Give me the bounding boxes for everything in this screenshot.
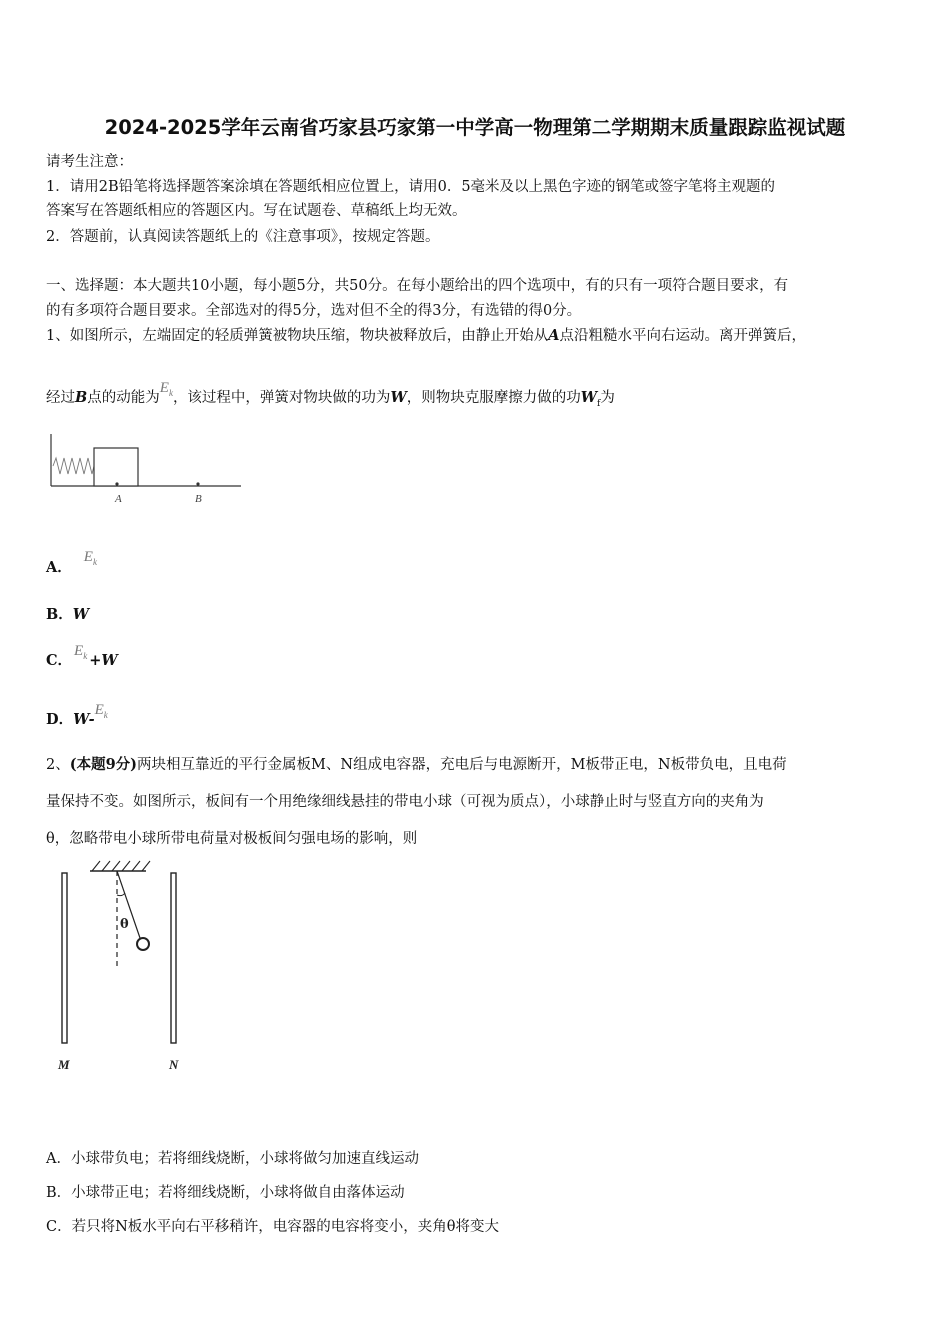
label-theta: θ [120,917,129,932]
q1-work-w: W [390,389,407,406]
ek-subscript: k [103,710,108,720]
option-label: D． [46,711,74,728]
option-label: C． [46,652,73,669]
wf-subscript: f [597,398,601,409]
notice-item-1b: 答案写在答题纸相应的答题区内。写在试题卷、草稿纸上均无效。 [46,203,467,219]
point-b-marker [196,482,199,485]
q2-text: 2、 [46,757,70,773]
charged-ball [137,938,149,950]
q2-text: 两块相互靠近的平行金属板M、N组成电容器，充电后与电源断开，M板带正电，N板带负电，且电荷 [137,757,787,773]
q1-text: 1、如图所示，左端固定的轻质弹簧被物块压缩，物块被释放后，由静止开始从 [46,328,549,344]
q1-stem-line-1 [46,326,806,346]
q1-text: 经过 [46,390,75,406]
label-m: M [58,1057,70,1072]
q1-point-b: B [75,389,88,406]
ek-letter: E [83,549,93,565]
point-a-marker [115,482,118,485]
q2-option-a[interactable]: A．小球带负电；若将细线烧断，小球将做匀加速直线运动 [46,1151,419,1167]
option-text: W [72,606,90,623]
option-label: B． [46,606,73,623]
q1-option-a-ek [84,549,97,567]
label-n: N [169,1057,179,1072]
q1-text: ，则物块克服摩擦力做的功 [406,390,581,406]
q2-stem-line-2: 量保持不变。如图所示，板间有一个用绝缘细线悬挂的带电小球（可视为质点），小球静止时与竖直方向的夹角为 [46,794,764,810]
q1-text: 为 [600,390,615,406]
section-intro-line-1: 一、选择题：本大题共10小题，每小题5分，共50分。在每小题给出的四个选项中，有的只有一项符合题目要求，有 [46,278,789,294]
q1-option-c[interactable] [46,643,118,671]
plate-m [62,873,67,1043]
option-text: W- [73,711,95,728]
ek-subscript: k [92,557,97,567]
q1-option-c-ek [74,643,87,661]
label-a: A [115,493,122,505]
q1-text: ，该过程中，弹簧对物块做的功为 [172,390,391,406]
ek-letter: E [74,643,84,659]
plate-n [171,873,176,1043]
option-label: A． [46,559,72,576]
angle-arc [117,893,125,896]
spring [53,458,94,474]
q2-stem-line-3: θ，忽略带电小球所带电荷量对极板间匀强电场的影响，则 [46,831,418,847]
q1-point-a: A [548,327,560,344]
q1-text: 点的动能为 [87,390,160,406]
label-b: B [195,493,202,505]
page-title: 2024-2025学年云南省巧家县巧家第一中学高一物理第二学期期末质量跟踪监视试题 [104,116,846,139]
q1-option-d[interactable] [46,702,108,730]
notice-heading: 请考生注意： [46,154,133,170]
ceiling-hatching [92,861,150,871]
ek-letter: E [159,380,169,396]
ek-letter: E [94,702,104,718]
block [94,448,138,486]
ek-subscript: k [83,651,88,661]
q2-option-b[interactable]: B．小球带正电；若将细线烧断，小球将做自由落体运动 [46,1185,405,1201]
ek-subscript: k [168,388,173,398]
section-intro-line-2: 的有多项符合题目要求。全部选对的得5分，选对但不全的得3分，有选错的得0分。 [46,303,582,319]
q2-option-c[interactable]: C．若只将N板水平向右平移稍许，电容器的电容将变小，夹角θ将变大 [46,1219,500,1235]
q1-text: 点沿粗糙水平向右运动。离开弹簧后， [559,328,806,344]
q2-score: (本题9分) [69,756,138,773]
q1-ek-symbol [160,378,173,403]
q1-work-wf: W [580,389,598,406]
q2-stem-line-1 [46,755,787,775]
q1-option-d-ek [95,702,108,720]
q1-option-a[interactable] [46,549,97,578]
q1-option-b[interactable] [46,603,89,624]
q1-stem-line-2 [46,380,615,414]
q1-figure-spring-block [44,428,249,510]
option-text: +W [89,652,118,669]
q2-figure-capacitor [50,855,190,1080]
notice-item-2: 2．答题前，认真阅读答题纸上的《注意事项》，按规定答题。 [46,229,440,245]
notice-item-1a: 1．请用2B铅笔将选择题答案涂填在答题纸相应位置上，请用0．5毫米及以上黑色字迹的钢笔或签字笔将主观题的 [46,179,776,195]
